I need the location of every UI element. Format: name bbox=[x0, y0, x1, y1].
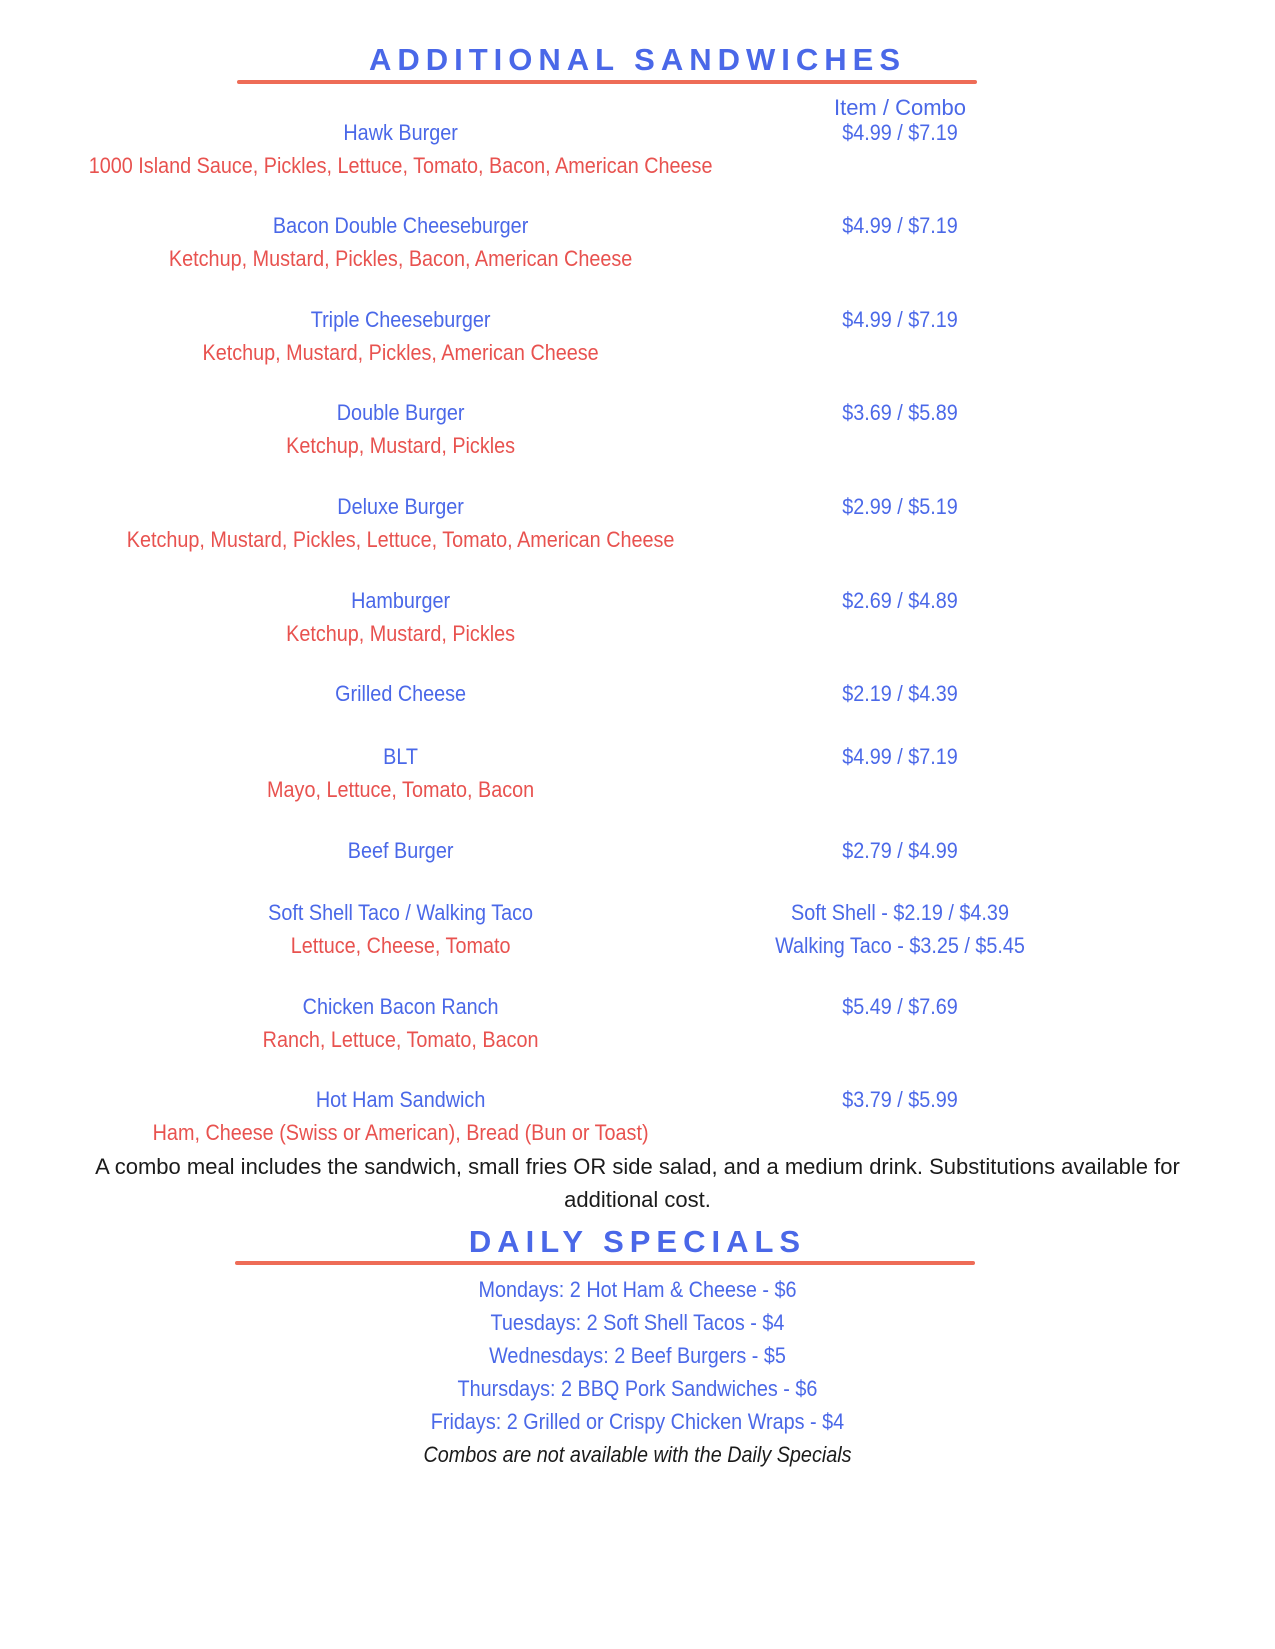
item-price: $4.99 / $7.19 bbox=[842, 744, 958, 769]
item-price: $4.99 / $7.19 bbox=[842, 120, 958, 145]
special-monday: Mondays: 2 Hot Ham & Cheese - $6 bbox=[478, 1277, 797, 1302]
item-price-secondary: Walking Taco - $3.25 / $5.45 bbox=[775, 933, 1025, 958]
item-description: Ham, Cheese (Swiss or American), Bread (Bun or Toast) bbox=[152, 1120, 649, 1145]
item-price: $5.49 / $7.69 bbox=[842, 994, 958, 1019]
combo-note: A combo meal includes the sandwich, small fries OR side salad, and a medium drink. Substitutions available for additional cost. bbox=[95, 1154, 1180, 1212]
item-description: Ketchup, Mustard, Pickles, Bacon, American Cheese bbox=[168, 246, 633, 271]
item-description: Ketchup, Mustard, Pickles bbox=[286, 621, 516, 646]
special-thursday: Thursdays: 2 BBQ Pork Sandwiches - $6 bbox=[457, 1376, 818, 1401]
item-price: $2.79 / $4.99 bbox=[842, 838, 958, 863]
item-price: Soft Shell - $2.19 / $4.39 bbox=[791, 900, 1009, 925]
item-description: Ketchup, Mustard, Pickles, American Cheese bbox=[202, 340, 599, 365]
specials-note: Combos are not available with the Daily Specials bbox=[423, 1442, 852, 1467]
item-name: Hot Ham Sandwich bbox=[315, 1087, 486, 1112]
item-price: $4.99 / $7.19 bbox=[842, 307, 958, 332]
item-price: $2.99 / $5.19 bbox=[842, 494, 958, 519]
special-friday: Fridays: 2 Grilled or Crispy Chicken Wraps - $4 bbox=[430, 1409, 845, 1434]
item-price: $3.79 / $5.99 bbox=[842, 1087, 958, 1112]
item-description: 1000 Island Sauce, Pickles, Lettuce, Tomato, Bacon, American Cheese bbox=[88, 153, 713, 178]
item-name: Hawk Burger bbox=[343, 120, 458, 145]
item-name: Double Burger bbox=[336, 400, 465, 425]
item-name: Chicken Bacon Ranch bbox=[302, 994, 499, 1019]
item-name: Bacon Double Cheeseburger bbox=[272, 213, 529, 238]
special-tuesday: Tuesdays: 2 Soft Shell Tacos - $4 bbox=[490, 1310, 785, 1335]
daily-specials-list bbox=[0, 1273, 1275, 1471]
item-name: BLT bbox=[383, 744, 419, 769]
item-price: $2.19 / $4.39 bbox=[842, 681, 958, 706]
item-name: Soft Shell Taco / Walking Taco bbox=[268, 900, 534, 925]
special-wednesday: Wednesdays: 2 Beef Burgers - $5 bbox=[489, 1343, 786, 1368]
item-price: $3.69 / $5.89 bbox=[842, 400, 958, 425]
specials-title: DAILY SPECIALS bbox=[468, 1224, 807, 1259]
sandwiches-title-underline bbox=[237, 80, 977, 84]
item-name: Triple Cheeseburger bbox=[310, 307, 491, 332]
specials-title-underline bbox=[235, 1261, 975, 1265]
item-description: Ketchup, Mustard, Pickles, Lettuce, Tomato, American Cheese bbox=[126, 527, 675, 552]
item-price: $4.99 / $7.19 bbox=[842, 213, 958, 238]
price-column-header: Item / Combo bbox=[833, 95, 967, 120]
item-name: Hamburger bbox=[351, 588, 451, 613]
item-description: Ranch, Lettuce, Tomato, Bacon bbox=[262, 1027, 539, 1052]
item-description: Mayo, Lettuce, Tomato, Bacon bbox=[267, 777, 535, 802]
sandwiches-title: ADDITIONAL SANDWICHES bbox=[368, 42, 907, 77]
item-name: Beef Burger bbox=[347, 838, 454, 863]
item-name: Deluxe Burger bbox=[337, 494, 464, 519]
item-description: Ketchup, Mustard, Pickles bbox=[286, 433, 516, 458]
item-price: $2.69 / $4.89 bbox=[842, 588, 958, 613]
item-description: Lettuce, Cheese, Tomato bbox=[290, 933, 511, 958]
item-name: Grilled Cheese bbox=[335, 681, 467, 706]
